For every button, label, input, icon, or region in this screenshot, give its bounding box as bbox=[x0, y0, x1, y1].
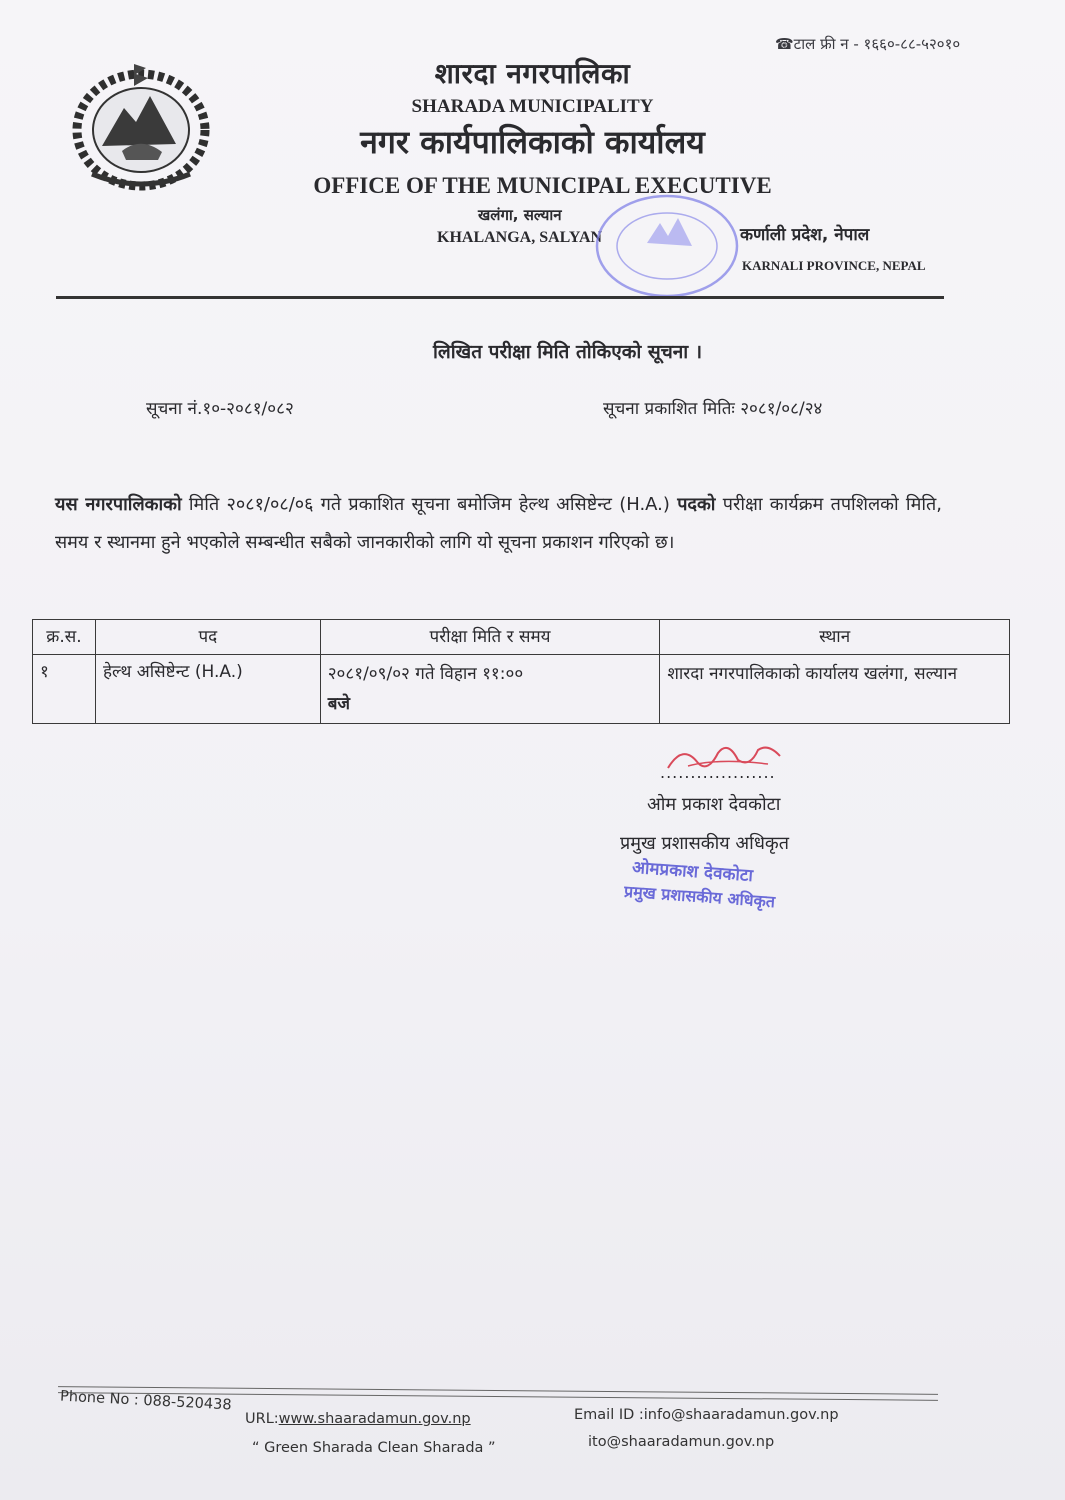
address-en: KHALANGA, SALYAN bbox=[437, 229, 603, 246]
signature-line: ................... bbox=[660, 763, 776, 782]
footer-email: Email ID :info@shaaradamun.gov.np bbox=[574, 1407, 839, 1423]
footer-url bbox=[245, 1411, 471, 1427]
office-name-np: नगर कार्यपालिकाको कार्यालय bbox=[360, 123, 705, 161]
footer-email-secondary: ito@shaaradamun.gov.np bbox=[588, 1434, 775, 1450]
header-divider bbox=[56, 296, 944, 299]
footer-url-label: URL: bbox=[245, 1411, 279, 1427]
notice-reference-number: सूचना नं.१०-२०८१/०८२ bbox=[146, 399, 294, 419]
exam-schedule-table bbox=[32, 619, 1010, 724]
table-row bbox=[33, 655, 1010, 724]
cell-datetime-bold: बजे bbox=[327, 694, 351, 714]
header-sn: क्र.स. bbox=[33, 620, 96, 655]
stamp-signatory-designation: प्रमुख प्रशासकीय अधिकृत bbox=[623, 881, 776, 912]
header-post: पद bbox=[95, 620, 320, 655]
address-np: खलंगा, सल्यान bbox=[478, 206, 562, 224]
cell-datetime-text: २०८१/०९/०२ गते विहान ११:०० bbox=[327, 664, 524, 684]
cell-venue: शारदा नगरपालिकाको कार्यालय खलंगा, सल्यान bbox=[660, 655, 1010, 724]
body-bold-1: यस नगरपालिकाको bbox=[55, 494, 182, 515]
signatory-name: ओम प्रकाश देवकोटा bbox=[647, 794, 781, 815]
cell-post: हेल्थ असिष्टेन्ट (H.A.) bbox=[95, 655, 320, 724]
cell-datetime bbox=[320, 655, 660, 724]
signatory-designation: प्रमुख प्रशासकीय अधिकृत bbox=[620, 833, 789, 854]
stamp-signatory-name: ओमप्रकाश देवकोटा bbox=[631, 857, 754, 887]
cell-sn: १ bbox=[33, 655, 96, 724]
notice-published-date: सूचना प्रकाशित मितिः २०८१/०८/२४ bbox=[603, 399, 823, 419]
body-text-1: मिति २०८१/०८/०६ गते प्रकाशित सूचना बमोजिम हेल्थ असिष्टेन्ट (H.A.) bbox=[181, 494, 678, 515]
body-bold-2: पदको bbox=[677, 494, 716, 515]
footer-url-link[interactable]: www.shaaradamun.gov.np bbox=[278, 1411, 471, 1427]
body-text-2: परीक्षा कार्यक्रम तपशिलको मिति, समय र स्थानमा हुने भएकोले सम्बन्धीत सबैको जानकारीको लागि यो सूचना प्रकाशन गरिएको छ। bbox=[55, 494, 942, 553]
notice-body bbox=[55, 486, 942, 562]
municipality-name-en: SHARADA MUNICIPALITY bbox=[411, 96, 654, 117]
notice-title: लिखित परीक्षा मिति तोकिएको सूचना । bbox=[432, 341, 703, 363]
footer-phone: Phone No : 088-520438 bbox=[59, 1388, 232, 1414]
header-venue: स्थान bbox=[660, 620, 1010, 655]
municipality-name-np: शारदा नगरपालिका bbox=[434, 57, 631, 90]
header-datetime: परीक्षा मिति र समय bbox=[320, 620, 660, 655]
toll-free-number: ☎टाल फ्री न - १६६०-८८-५२०१० bbox=[775, 35, 961, 53]
province-en: KARNALI PROVINCE, NEPAL bbox=[742, 258, 926, 273]
footer-slogan: “ Green Sharada Clean Sharada ” bbox=[252, 1440, 496, 1456]
province-np: कर्णाली प्रदेश, नेपाल bbox=[740, 225, 870, 245]
table-header-row bbox=[33, 620, 1010, 655]
office-stamp-icon bbox=[592, 188, 742, 303]
office-name-en: OFFICE OF THE MUNICIPAL EXECUTIVE bbox=[313, 173, 772, 198]
